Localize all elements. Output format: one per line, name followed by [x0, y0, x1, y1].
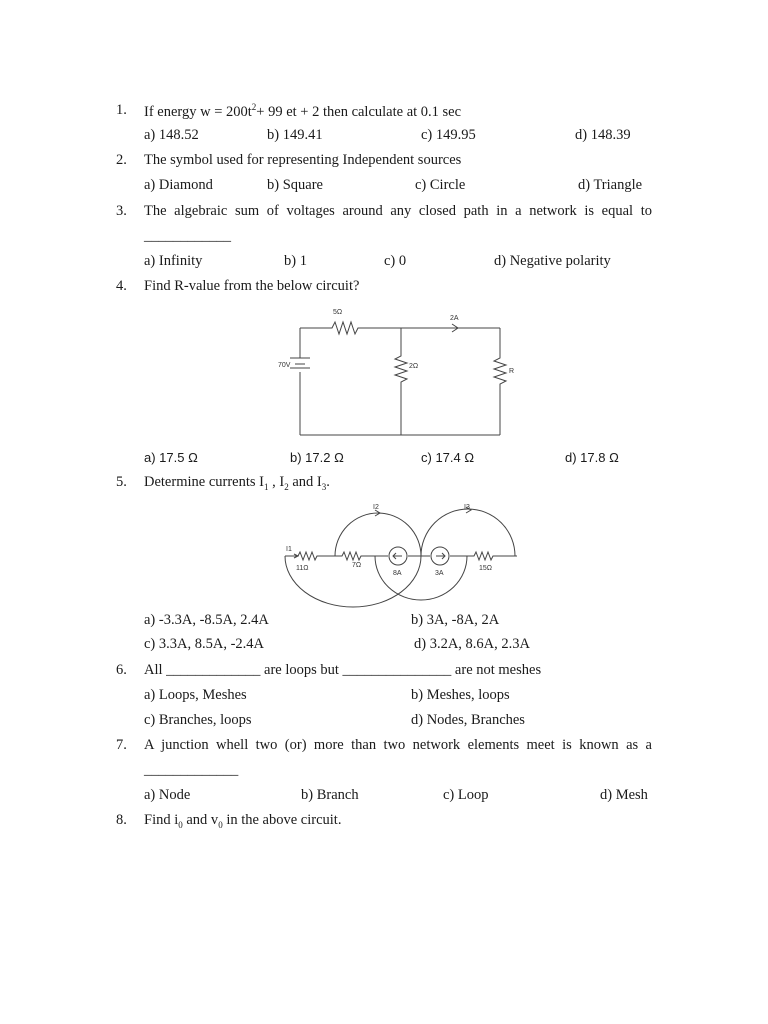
- label-5ohm: 5Ω: [333, 309, 343, 316]
- arrow-left-icon: [393, 553, 402, 559]
- question-number: 6.: [116, 662, 127, 678]
- option-d[interactable]: d) Triangle: [578, 177, 643, 193]
- voltage-source-symbol: [290, 358, 310, 368]
- option-d[interactable]: d) 17.8 Ω: [565, 450, 619, 465]
- resistor-11ohm-7ohm: [285, 552, 388, 560]
- option-d[interactable]: d) Nodes, Branches: [411, 712, 525, 728]
- option-c[interactable]: c) 17.4 Ω: [421, 450, 475, 465]
- lower-arc-right: [375, 556, 467, 600]
- option-a[interactable]: a) -3.3A, -8.5A, 2.4A: [144, 612, 269, 628]
- resistor-15ohm: [450, 552, 517, 560]
- label-7ohm: 7Ω: [352, 562, 362, 569]
- option-d[interactable]: d) Negative polarity: [494, 253, 611, 269]
- option-a[interactable]: a) 17.5 Ω: [144, 450, 198, 465]
- question-text: A junction whell two (or) more than two network elements meet is known as a: [144, 737, 652, 753]
- label-i3: I3: [464, 504, 470, 511]
- option-b[interactable]: b) 17.2 Ω: [290, 450, 344, 465]
- answer-blank: _____________: [144, 762, 239, 778]
- label-2a: 2A: [450, 315, 459, 322]
- option-b[interactable]: b) Square: [267, 177, 323, 193]
- resistor-5ohm: [300, 322, 500, 334]
- question-number: 4.: [116, 278, 127, 294]
- upper-arc-left: [335, 513, 421, 556]
- circuit-diagram-q5: [280, 500, 520, 608]
- question-text: If energy $w = 200t^2+ 99$ et + 2 then calculate at 0.1 sec: [144, 102, 462, 120]
- option-c[interactable]: c) Circle: [415, 177, 466, 193]
- option-b[interactable]: b) Branch: [301, 787, 359, 803]
- label-r: R: [509, 368, 515, 375]
- option-a[interactable]: a) 148.52: [144, 127, 199, 143]
- label-i2: I2: [373, 504, 379, 511]
- option-b[interactable]: b) 3A, -8A, 2A: [411, 612, 500, 628]
- option-b[interactable]: b) Meshes, loops: [411, 687, 510, 703]
- option-a[interactable]: a) Loops, Meshes: [144, 687, 247, 703]
- option-c[interactable]: c) 3.3A, 8.5A, -2.4A: [144, 636, 265, 652]
- label-i1: I1: [286, 546, 292, 553]
- question-text: All _____________ are loops but _______________ are not meshes: [144, 662, 542, 678]
- option-c[interactable]: c) 0: [384, 253, 407, 269]
- option-c[interactable]: c) Branches, loops: [144, 712, 252, 728]
- question-number: 2.: [116, 152, 127, 168]
- resistor-r: [494, 328, 506, 435]
- resistor-2ohm: [395, 328, 407, 435]
- option-b[interactable]: b) 149.41: [267, 127, 323, 143]
- option-a[interactable]: a) Node: [144, 787, 191, 803]
- question-text: Determine currents $I_1$ , $I_2$ and $I_3$.: [144, 474, 330, 492]
- option-a[interactable]: a) Infinity: [144, 253, 203, 269]
- question-number: 3.: [116, 203, 127, 219]
- option-c[interactable]: c) 149.95: [421, 127, 476, 143]
- option-d[interactable]: d) Mesh: [600, 787, 648, 803]
- circuit-diagram-q4: [270, 300, 520, 442]
- answer-blank: ____________: [144, 228, 231, 244]
- question-number: 7.: [116, 737, 127, 753]
- label-8a: 8A: [393, 570, 402, 577]
- question-number: 1.: [116, 102, 127, 118]
- question-text: Find $i_0$ and $v_0$ in the above circuit.: [144, 812, 342, 830]
- option-d[interactable]: d) 3.2A, 8.6A, 2.3A: [414, 636, 530, 652]
- option-b[interactable]: b) 1: [284, 253, 307, 269]
- question-text: The algebraic sum of voltages around any closed path in a network is equal to: [144, 203, 652, 219]
- option-d[interactable]: d) 148.39: [575, 127, 631, 143]
- option-a[interactable]: a) Diamond: [144, 177, 213, 193]
- label-70v: 70V: [278, 362, 291, 369]
- label-11ohm: 11Ω: [296, 565, 309, 572]
- question-text: The symbol used for representing Independent sources: [144, 152, 462, 168]
- label-2ohm: 2Ω: [409, 363, 419, 370]
- arrow-right-icon: [436, 553, 445, 559]
- question-number: 5.: [116, 474, 127, 490]
- label-3a: 3A: [435, 570, 444, 577]
- option-c[interactable]: c) Loop: [443, 787, 489, 803]
- question-number: 8.: [116, 812, 127, 828]
- question-text: Find R-value from the below circuit?: [144, 278, 360, 294]
- label-15ohm: 15Ω: [479, 565, 493, 572]
